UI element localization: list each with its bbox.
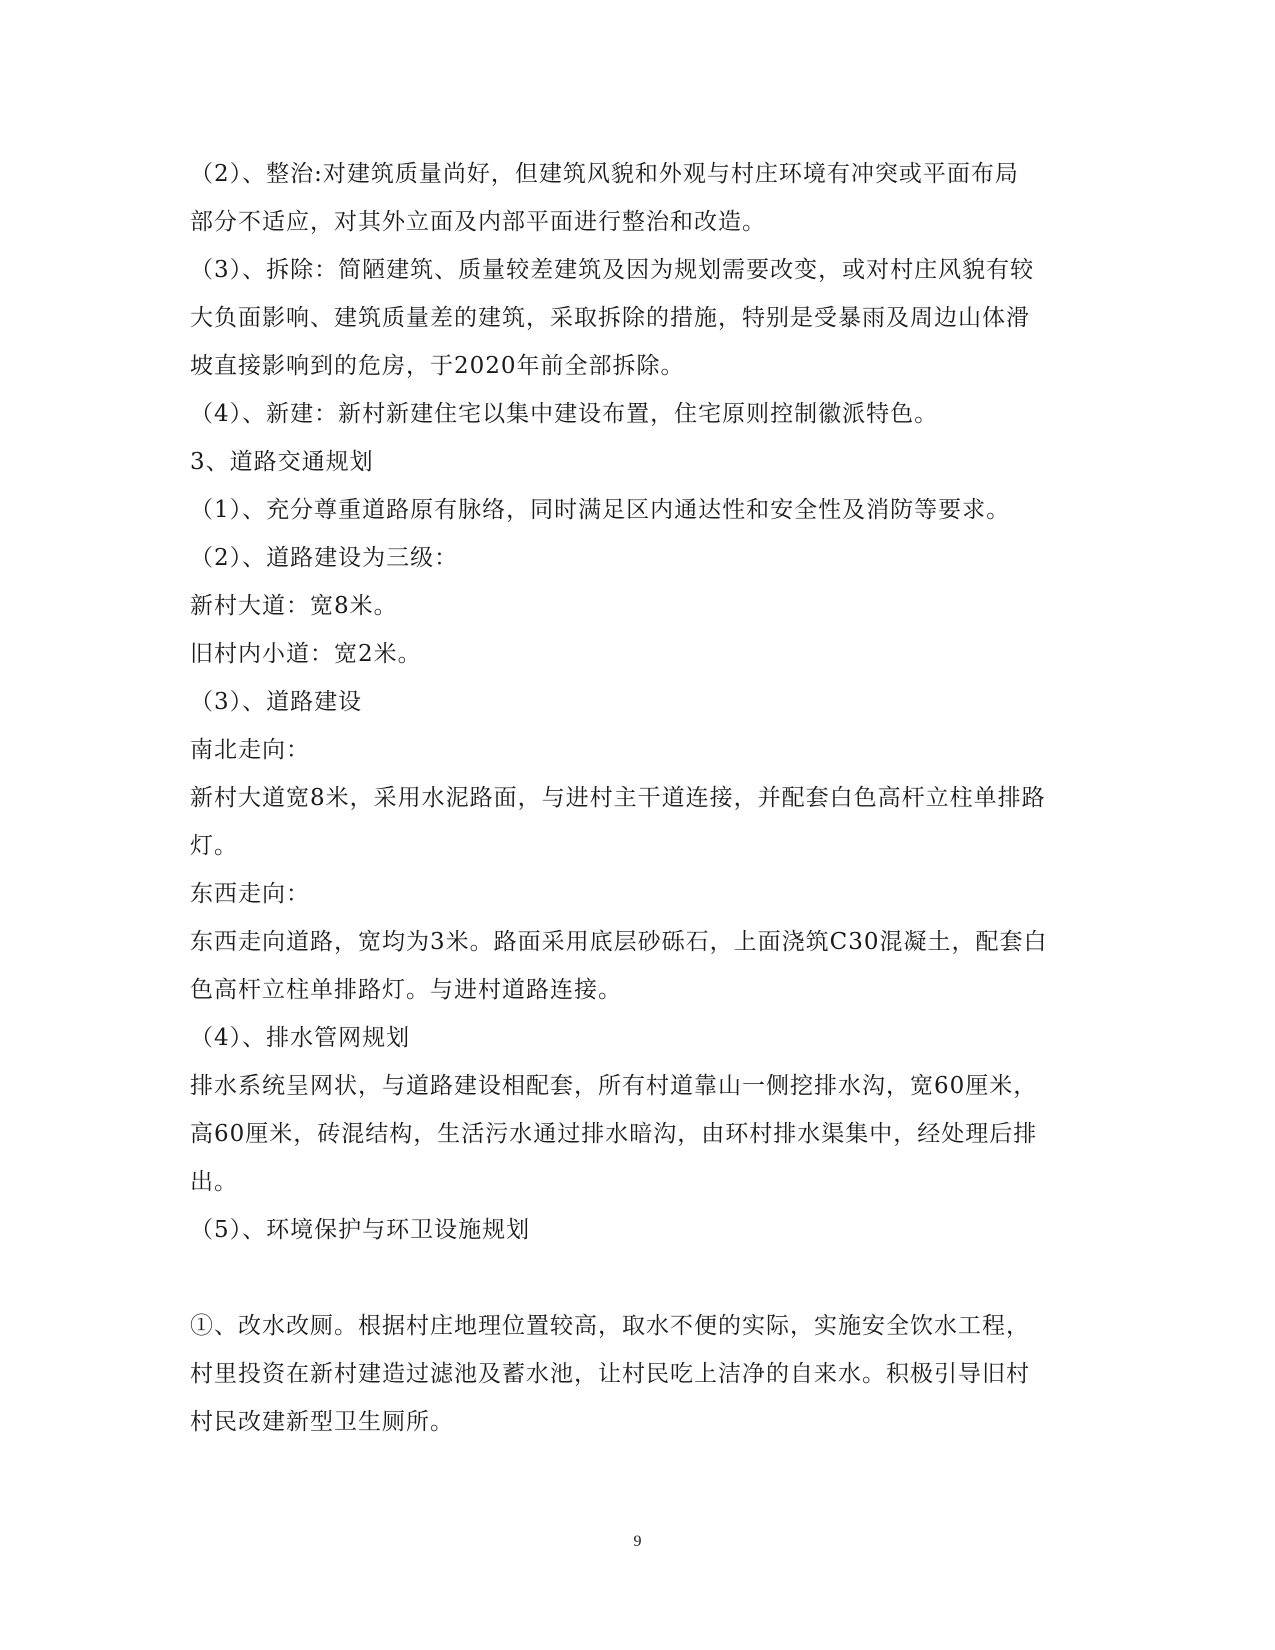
text-line: 高60厘米，砖混结构，生活污水通过排水暗沟，由环村排水渠集中，经处理后排 <box>190 1121 1038 1147</box>
text-line: （3）、道路建设 <box>190 689 363 715</box>
text-line: 村民改建新型卫生厕所。 <box>190 1409 454 1435</box>
section-heading: 3、道路交通规划 <box>190 449 374 475</box>
text-line: 南北走向： <box>190 737 310 763</box>
text-line: 旧村内小道：宽2米。 <box>190 641 422 667</box>
page-number: 9 <box>633 1533 642 1550</box>
text-line: 东西走向道路，宽均为3米。路面采用底层砂砾石，上面浇筑C30混凝土，配套白 <box>190 929 1048 955</box>
text-line: 新村大道宽8米，采用水泥路面，与进村主干道连接，并配套白色高杆立柱单排路 <box>190 785 1046 811</box>
text-line: 色高杆立柱单排路灯。与进村道路连接。 <box>190 977 622 1003</box>
text-line: 排水系统呈网状，与道路建设相配套，所有村道靠山一侧挖排水沟，宽60厘米， <box>190 1073 1038 1099</box>
text-line: （5）、环境保护与环卫设施规划 <box>190 1217 531 1243</box>
paragraph-gap <box>190 1254 1085 1302</box>
text-line: （2）、道路建设为三级： <box>190 545 459 571</box>
text-line: ①、改水改厕。根据村庄地理位置较高，取水不便的实际，实施安全饮水工程， <box>190 1313 1030 1339</box>
text-line: （4）、新建：新村新建住宅以集中建设布置，住宅原则控制徽派特色。 <box>190 401 939 427</box>
text-line: 灯。 <box>190 833 238 859</box>
text-line: （2）、整治:对建筑质量尚好，但建筑风貌和外观与村庄环境有冲突或平面布局 <box>190 161 1019 187</box>
text-line: 新村大道：宽8米。 <box>190 593 398 619</box>
text-line: 部分不适应，对其外立面及内部平面进行整治和改造。 <box>190 209 766 235</box>
text-line: （1）、充分尊重道路原有脉络，同时满足区内通达性和安全性及消防等要求。 <box>190 497 1011 523</box>
text-line: 出。 <box>190 1169 238 1195</box>
text-line: 大负面影响、建筑质量差的建筑，采取拆除的措施，特别是受暴雨及周边山体滑 <box>190 305 1030 331</box>
document-body <box>190 150 1085 1446</box>
text-line: 东西走向： <box>190 881 310 907</box>
text-line: （4）、排水管网规划 <box>190 1025 411 1051</box>
text-line: 村里投资在新村建造过滤池及蓄水池，让村民吃上洁净的自来水。积极引导旧村 <box>190 1361 1030 1387</box>
text-line: 坡直接影响到的危房，于2020年前全部拆除。 <box>190 353 685 379</box>
text-line: （3）、拆除：简陋建筑、质量较差建筑及因为规划需要改变，或对村庄风貌有较 <box>190 257 1035 283</box>
